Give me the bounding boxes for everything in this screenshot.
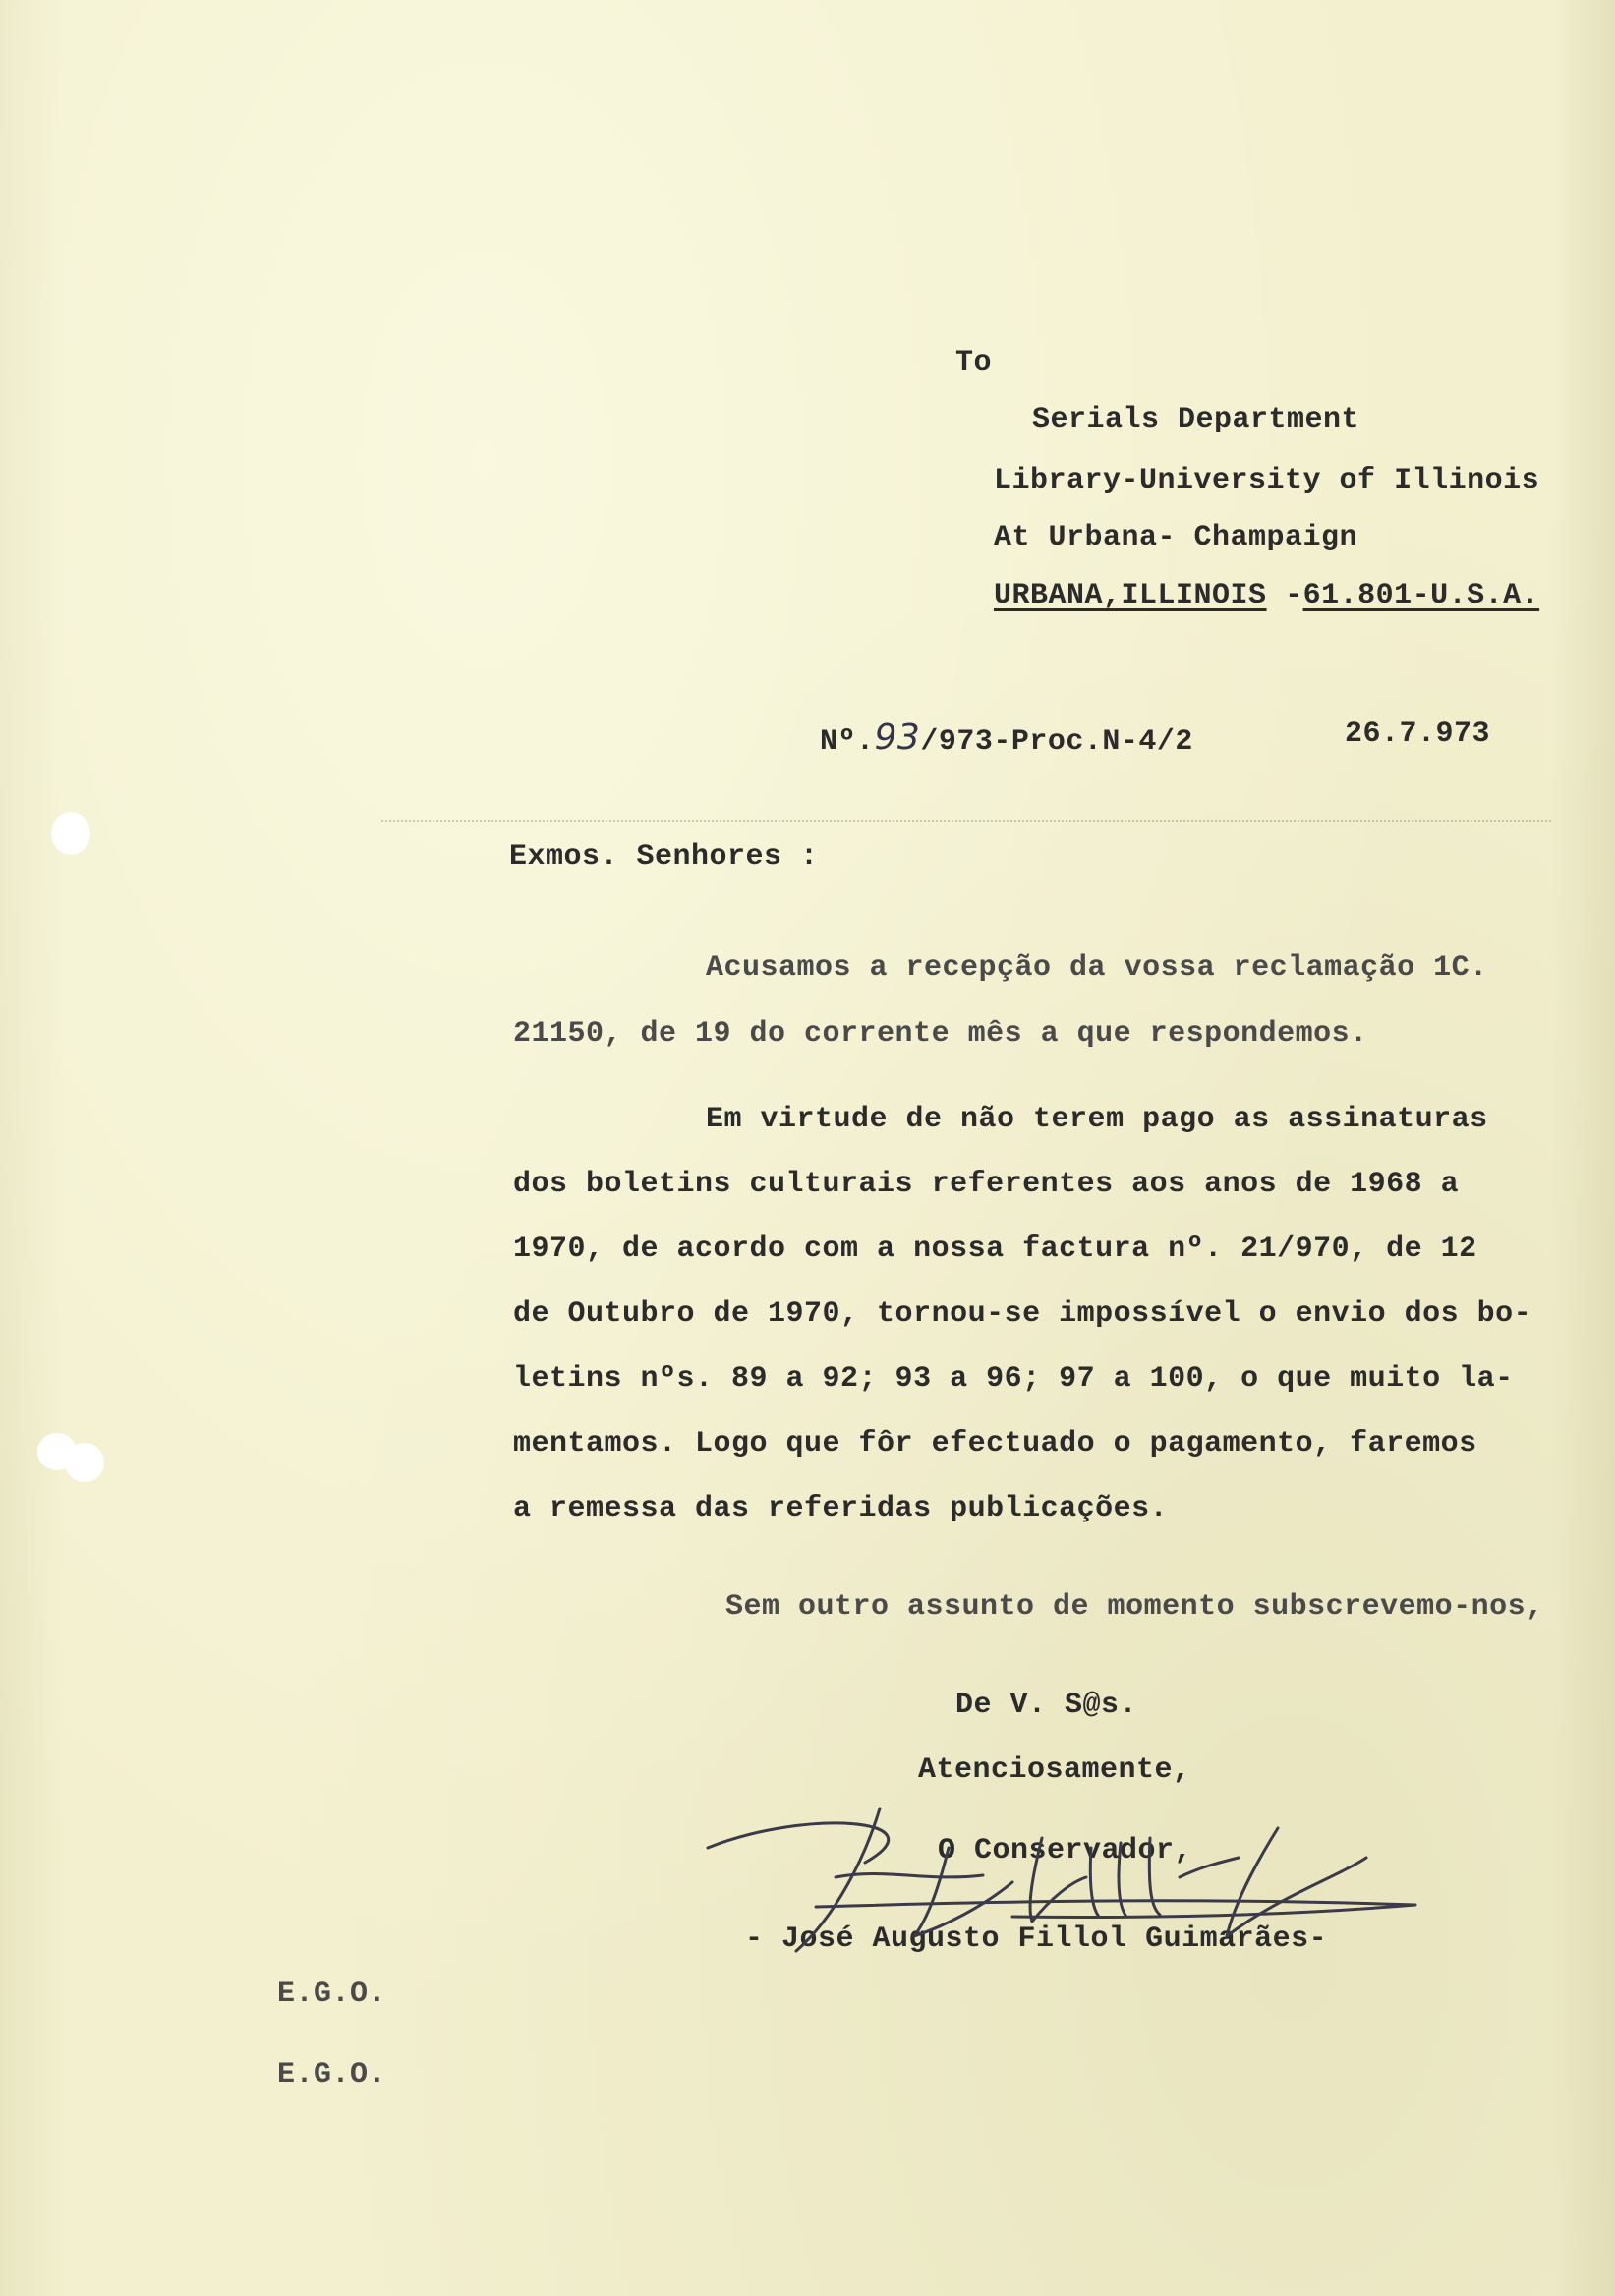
closing-sentence: Sem outro assunto de momento subscrevemo-nos, <box>725 1590 1544 1624</box>
initials-line-2: E.G.O. <box>277 2058 387 2092</box>
recipient-city-line: URBANA,ILLINOIS -61.801-U.S.A. <box>994 579 1540 612</box>
closing-line-3: O Conservador, <box>938 1834 1193 1867</box>
reference-suffix: /973-Proc.N-4/2 <box>920 725 1193 759</box>
closing-line-2: Atenciosamente, <box>918 1753 1191 1787</box>
paragraph-1-line-2: 21150, de 19 do corrente mês a que respondemos. <box>513 1017 1368 1051</box>
closing-line-1: De V. S@s. <box>955 1689 1138 1722</box>
recipient-line-campus: At Urbana- Champaign <box>994 521 1358 554</box>
recipient-line-department: Serials Department <box>1032 403 1360 436</box>
paragraph-2-line-2: dos boletins culturais referentes aos anos de 1968 a <box>513 1168 1460 1201</box>
to-label: To <box>955 346 993 379</box>
divider <box>381 820 1551 822</box>
recipient-line-library: Library-University of Illinois <box>994 464 1540 497</box>
paragraph-1-line-1: Acusamos a recepção da vossa reclamação 1C. <box>706 951 1488 985</box>
signatory-name: - José Augusto Fillol Guimarães- <box>745 1923 1328 1956</box>
handwritten-signature <box>688 1789 1435 1985</box>
letter-date: 26.7.973 <box>1345 718 1491 751</box>
initials-line-1: E.G.O. <box>277 1978 387 2011</box>
reference-prefix: Nº. <box>820 725 875 759</box>
recipient-postal-country: 61.801-U.S.A. <box>1302 579 1540 612</box>
paragraph-2-line-1: Em virtude de não terem pago as assinaturas <box>706 1103 1488 1136</box>
paragraph-2-line-3: 1970, de acordo com a nossa factura nº. 21/970, de 12 <box>513 1233 1477 1266</box>
paragraph-2-line-5: letins nºs. 89 a 92; 93 a 96; 97 a 100, o que muito la- <box>513 1362 1514 1396</box>
handwritten-reference-number: 93 <box>874 718 921 758</box>
paragraph-2-line-6: mentamos. Logo que fôr efectuado o pagamento, faremos <box>513 1427 1477 1461</box>
paragraph-2-line-4: de Outubro de 1970, tornou-se impossível o envio dos bo- <box>513 1297 1532 1331</box>
recipient-city: URBANA,ILLINOIS <box>994 579 1267 612</box>
paragraph-2-line-7: a remessa das referidas publicações. <box>513 1492 1169 1525</box>
reference-number <box>820 718 1193 759</box>
punch-hole-middle-right <box>65 1443 104 1482</box>
salutation: Exmos. Senhores : <box>509 840 819 874</box>
punch-hole-top <box>51 812 90 855</box>
